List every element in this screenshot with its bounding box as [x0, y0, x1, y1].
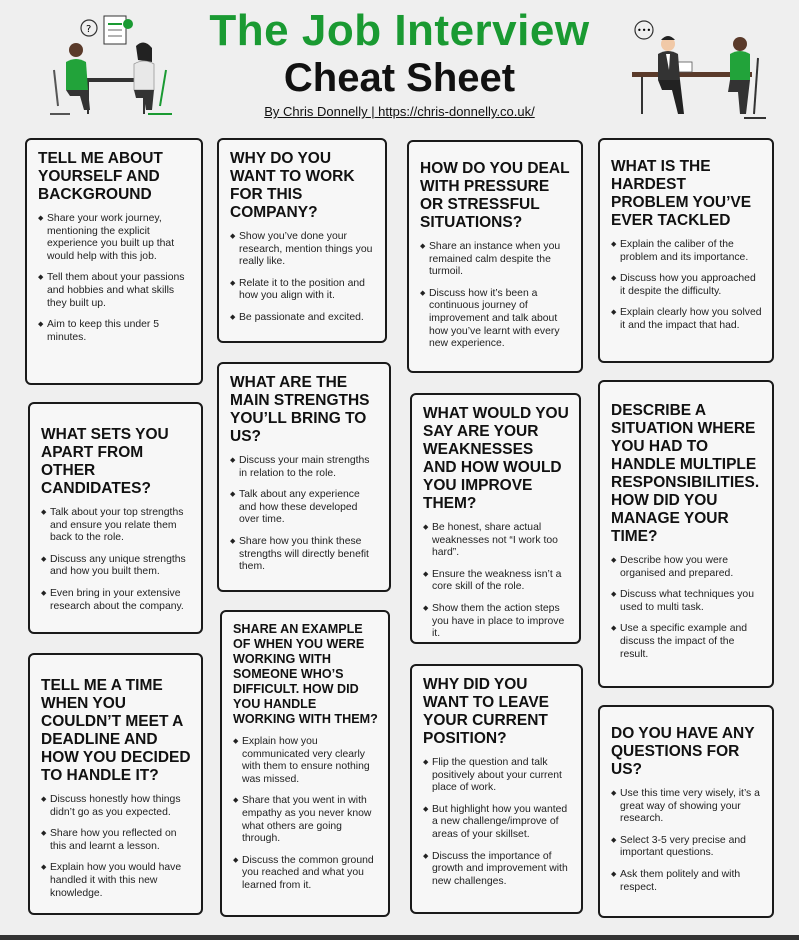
card-title: WHAT ARE THE MAIN STRENGTHS YOU’LL BRING TO US?	[230, 374, 370, 445]
card-missed-deadline	[28, 653, 203, 915]
card-bullet: ◆ Discuss honestly how things didn’t go as you expected.	[41, 794, 191, 819]
card-bullet: ◆ Be passionate and excited.	[230, 312, 375, 325]
card-bullet: ◆ Relate it to the position and how you align with it.	[230, 278, 375, 303]
card-main-strengths	[217, 362, 391, 592]
card-bullet: ◆ Aim to keep this under 5 minutes.	[38, 319, 191, 344]
card-questions-for-us	[598, 705, 774, 918]
card-title: WHAT IS THE HARDEST PROBLEM YOU’VE EVER TACKLED	[611, 158, 752, 229]
title-line-1: The Job Interview	[209, 6, 590, 55]
card-bullets	[41, 794, 191, 900]
card-bullet: ◆ Discuss the common ground you reached and what you learned from it.	[233, 855, 378, 893]
card-title: DESCRIBE A SITUATION WHERE YOU HAD TO HANDLE MULTIPLE RESPONSIBILITIES. HOW DID YOU MANAGE YOUR TIME?	[611, 402, 760, 545]
card-title: TELL ME ABOUT YOURSELF AND BACKGROUND	[38, 150, 163, 203]
byline-text: By Chris Donnelly | https://chris-donnelly.co.uk/	[264, 104, 535, 119]
card-bullet: ◆ Discuss any unique strengths and how you built them.	[41, 554, 191, 579]
card-bullet: ◆ Discuss your main strengths in relation to the role.	[230, 455, 379, 480]
card-bullet: ◆ Talk about any experience and how these developed over time.	[230, 489, 379, 527]
card-bullets	[611, 788, 762, 894]
card-bullet: ◆ Share how you reflected on this and learnt a lesson.	[41, 828, 191, 853]
interview-illustration-right	[628, 18, 768, 122]
card-bullet: ◆ Use this time very wisely, it’s a great way of showing your research.	[611, 788, 762, 826]
card-bullets	[38, 213, 191, 344]
card-bullets	[423, 757, 571, 888]
card-bullet: ◆ Use a specific example and discuss the impact of the result.	[611, 623, 762, 661]
card-bullet: ◆ Discuss how you approached it despite the difficulty.	[611, 273, 762, 298]
card-bullet: ◆ Share that you went in with empathy as you never know what others are going through.	[233, 795, 378, 845]
card-difficult-coworker	[220, 610, 390, 917]
card-bullet: ◆ Discuss what techniques you used to multi task.	[611, 589, 762, 614]
card-title: HOW DO YOU DEAL WITH PRESSURE OR STRESSFUL SITUATIONS?	[420, 160, 570, 231]
card-why-leave	[410, 664, 583, 914]
card-title: DO YOU HAVE ANY QUESTIONS FOR US?	[611, 725, 755, 778]
card-bullets	[611, 555, 762, 661]
card-bullet: ◆ Show you’ve done your research, mention things you really like.	[230, 231, 375, 269]
card-bullet: ◆ Explain how you communicated very clearly with them to ensure nothing was missed.	[233, 736, 378, 786]
card-bullet: ◆ Share how you think these strengths will directly benefit them.	[230, 536, 379, 574]
card-bullet: ◆ Show them the action steps you have in place to improve it.	[423, 603, 569, 641]
card-bullet: ◆ Flip the question and talk positively about your current place of work.	[423, 757, 571, 795]
card-bullet: ◆ Share your work journey, mentioning the explicit experience you built up that would help with this job.	[38, 213, 191, 263]
card-tell-me-about-yourself	[25, 138, 203, 385]
svg-text:?: ?	[86, 24, 92, 35]
bottom-bar	[0, 935, 799, 940]
card-title: SHARE AN EXAMPLE OF WHEN YOU WERE WORKING WITH SOMEONE WHO’S DIFFICULT. HOW DID YOU HANDLE WORKING WITH THEM?	[233, 622, 378, 726]
card-bullets	[41, 507, 191, 613]
card-bullet: ◆ Be honest, share actual weaknesses not “I work too hard”.	[423, 522, 569, 560]
card-bullet: ◆ But highlight how you wanted a new challenge/improve of areas of your skillset.	[423, 804, 571, 842]
card-bullets	[230, 231, 375, 325]
card-bullet: ◆ Even bring in your extensive research about the company.	[41, 588, 191, 613]
interview-illustration-left	[40, 10, 180, 122]
card-bullets	[230, 455, 379, 574]
card-bullet: ◆ Discuss how it’s been a continuous journey of improvement and talk about how you’ve learnt with every new experience.	[420, 288, 571, 351]
card-title: WHY DO YOU WANT TO WORK FOR THIS COMPANY?	[230, 150, 355, 221]
card-bullet: ◆ Ask them politely and with respect.	[611, 869, 762, 894]
card-multiple-responsibilities	[598, 380, 774, 688]
card-title: TELL ME A TIME WHEN YOU COULDN’T MEET A DEADLINE AND HOW YOU DECIDED TO HANDLE IT?	[41, 677, 191, 784]
card-hardest-problem	[598, 138, 774, 363]
card-bullets	[233, 736, 378, 893]
card-title: WHY DID YOU WANT TO LEAVE YOUR CURRENT POSITION?	[423, 676, 550, 747]
card-title: WHAT WOULD YOU SAY ARE YOUR WEAKNESSES AND HOW WOULD YOU IMPROVE THEM?	[423, 405, 569, 512]
card-bullet: ◆ Explain how you would have handled it with this new knowledge.	[41, 862, 191, 900]
card-bullet: ◆ Tell them about your passions and hobbies and what skills they built up.	[38, 272, 191, 310]
card-bullet: ◆ Discuss the importance of growth and improvement with new challenges.	[423, 851, 571, 889]
card-bullet: ◆ Ensure the weakness isn’t a core skill of the role.	[423, 569, 569, 594]
card-bullets	[611, 239, 762, 333]
card-bullet: ◆ Explain clearly how you solved it and the impact that had.	[611, 307, 762, 332]
title-line-2: Cheat Sheet	[283, 56, 516, 100]
card-why-this-company	[217, 138, 387, 343]
card-bullets	[420, 241, 571, 351]
card-weaknesses	[410, 393, 581, 644]
svg-text:•••: •••	[637, 26, 652, 35]
card-what-sets-you-apart	[28, 402, 203, 634]
card-bullet: ◆ Talk about your top strengths and ensure you relate them back to the role.	[41, 507, 191, 545]
card-pressure-stress	[407, 140, 583, 373]
card-bullet: ◆ Select 3-5 very precise and important questions.	[611, 835, 762, 860]
card-bullet: ◆ Share an instance when you remained calm despite the turmoil.	[420, 241, 571, 279]
card-bullet: ◆ Explain the caliber of the problem and its importance.	[611, 239, 762, 264]
card-bullet: ◆ Describe how you were organised and prepared.	[611, 555, 762, 580]
card-title: WHAT SETS YOU APART FROM OTHER CANDIDATES?	[41, 426, 169, 497]
card-bullets	[423, 522, 569, 641]
